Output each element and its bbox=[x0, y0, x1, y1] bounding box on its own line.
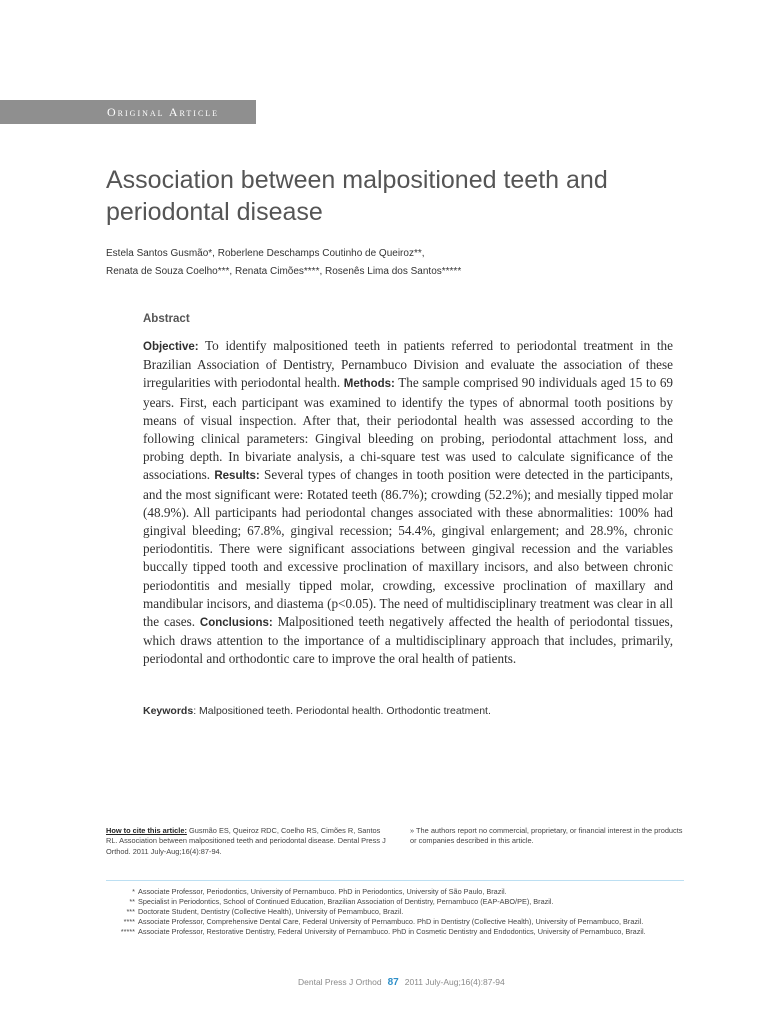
section-label: Original Article bbox=[107, 105, 220, 119]
author-line-1: Estela Santos Gusmão*, Roberlene Deschamps Coutinho de Queiroz**, bbox=[106, 248, 425, 259]
affiliation-mark: * bbox=[132, 887, 135, 896]
keywords-text: : Malpositioned teeth. Periodontal health. Orthodontic treatment. bbox=[193, 705, 491, 717]
affiliation-mark: **** bbox=[123, 917, 135, 927]
affiliation-item bbox=[104, 927, 704, 937]
citation-text: Gusmão ES, Queiroz RDC, Coelho RS, Cimões R, Santos RL. Association between malpositioned teeth and periodontal disease. Dental Press J Orthod. 2011 July-Aug;16(4):87-94. bbox=[106, 826, 386, 856]
affiliation-text: Associate Professor, Periodontics, University of Pernambuco. PhD in Periodontics, University of São Paulo, Brazil. bbox=[138, 887, 507, 896]
affiliation-item bbox=[104, 887, 704, 897]
affiliation-mark: ** bbox=[129, 897, 135, 907]
affiliation-item bbox=[104, 907, 704, 917]
footer-issue: 2011 July-Aug;16(4):87-94 bbox=[404, 977, 505, 987]
affiliation-mark: *** bbox=[126, 907, 135, 917]
conclusions-label: Conclusions: bbox=[199, 617, 273, 630]
keywords-label: Keywords bbox=[143, 705, 194, 717]
section-band bbox=[0, 100, 256, 124]
objective-label: Objective: bbox=[143, 341, 199, 353]
keywords bbox=[143, 705, 683, 717]
page-footer bbox=[298, 977, 558, 988]
author-line-2: Renata de Souza Coelho***, Renata Cimões****, Rosenês Lima dos Santos***** bbox=[106, 266, 462, 277]
footer-journal: Dental Press J Orthod bbox=[298, 977, 382, 987]
article-title: Association between malpositioned teeth and periodontal disease bbox=[106, 166, 608, 226]
affiliation-text: Specialist in Periodontics, School of Continued Education, Brazilian Association of Dentistry, Pernambuco (EAP-ABO/PE), Brazil. bbox=[138, 897, 554, 907]
disclosure-note: » The authors report no commercial, proprietary, or financial interest in the products or companies described in this article. bbox=[410, 826, 683, 846]
citation-label: How to cite this article: bbox=[106, 826, 187, 835]
affiliation-text: Doctorate Student, Dentistry (Collective Health), University of Pernambuco, Brazil. bbox=[138, 907, 404, 917]
affiliation-mark: ***** bbox=[120, 927, 135, 937]
affiliation-item bbox=[104, 897, 704, 907]
author-list bbox=[106, 245, 726, 281]
objective-text: To identify malpositioned teeth in patients referred to periodontal treatment in the Brazilian Association of Dentistry, Pernambuco Division and evaluate the association of these irregularities with periodontal health. bbox=[143, 338, 673, 391]
affiliation-item bbox=[104, 917, 704, 927]
affiliation-text: Associate Professor, Comprehensive Dental Care, Federal University of Pernambuco. PhD in Dentistry (Collective Health), University of Pernambuco, Brazil. bbox=[138, 917, 644, 927]
conclusions-text: Malpositioned teeth negatively affected the health of periodontal tissues, which draws attention to the importance of a multidisciplinary approach that includes, primarily, periodontal and orthodontic care to improve the oral health of patients. bbox=[143, 614, 673, 667]
abstract-heading: Abstract bbox=[143, 313, 190, 325]
abstract-body bbox=[143, 337, 673, 669]
citation-note bbox=[106, 826, 391, 857]
results-text: Several types of changes in tooth position were detected in the participants, and the most significant were: Rotated teeth (86.7%); crowding (52.2%); and mesially tipped molar (48.9%). All participants had periodontal changes associated with these abnormalities: 100% had gingival bleeding; 67.8%, gingival recession; 54.4%, gingival enlargement; and 28.9%, chronic periodontitis. There were significant associations between gingival recession and the variables buccally tipped tooth and excessive proclination of maxillary incisors, and also between chronic periodontitis and mesially tipped molar, crowding, excessive proclination of maxillary and mandibular incisors, and diastema (p<0.05). The need of multidisciplinary treatment was clear in all the cases. bbox=[143, 467, 673, 630]
page-number: 87 bbox=[387, 977, 399, 988]
results-label: Results: bbox=[214, 470, 260, 483]
methods-text: The sample comprised 90 individuals aged 15 to 69 years. First, each participant was examined to identify the types of abnormal tooth positions by means of visual inspection. After that, their periodontal health was assessed according to the following clinical parameters: Gingival bleeding on probing, periodontal attachment loss, and probing depth. In bivariate analysis, a chi-square test was used to calculate significance of the associations. bbox=[143, 375, 674, 483]
affiliation-text: Associate Professor, Restorative Dentistry, Federal University of Pernambuco. PhD in Cosmetic Dentistry and Endodontics, University of Pernambuco, Brazil. bbox=[138, 927, 646, 937]
methods-label: Methods: bbox=[343, 378, 395, 391]
affiliation-list bbox=[104, 887, 704, 937]
footnote-divider bbox=[106, 880, 684, 881]
